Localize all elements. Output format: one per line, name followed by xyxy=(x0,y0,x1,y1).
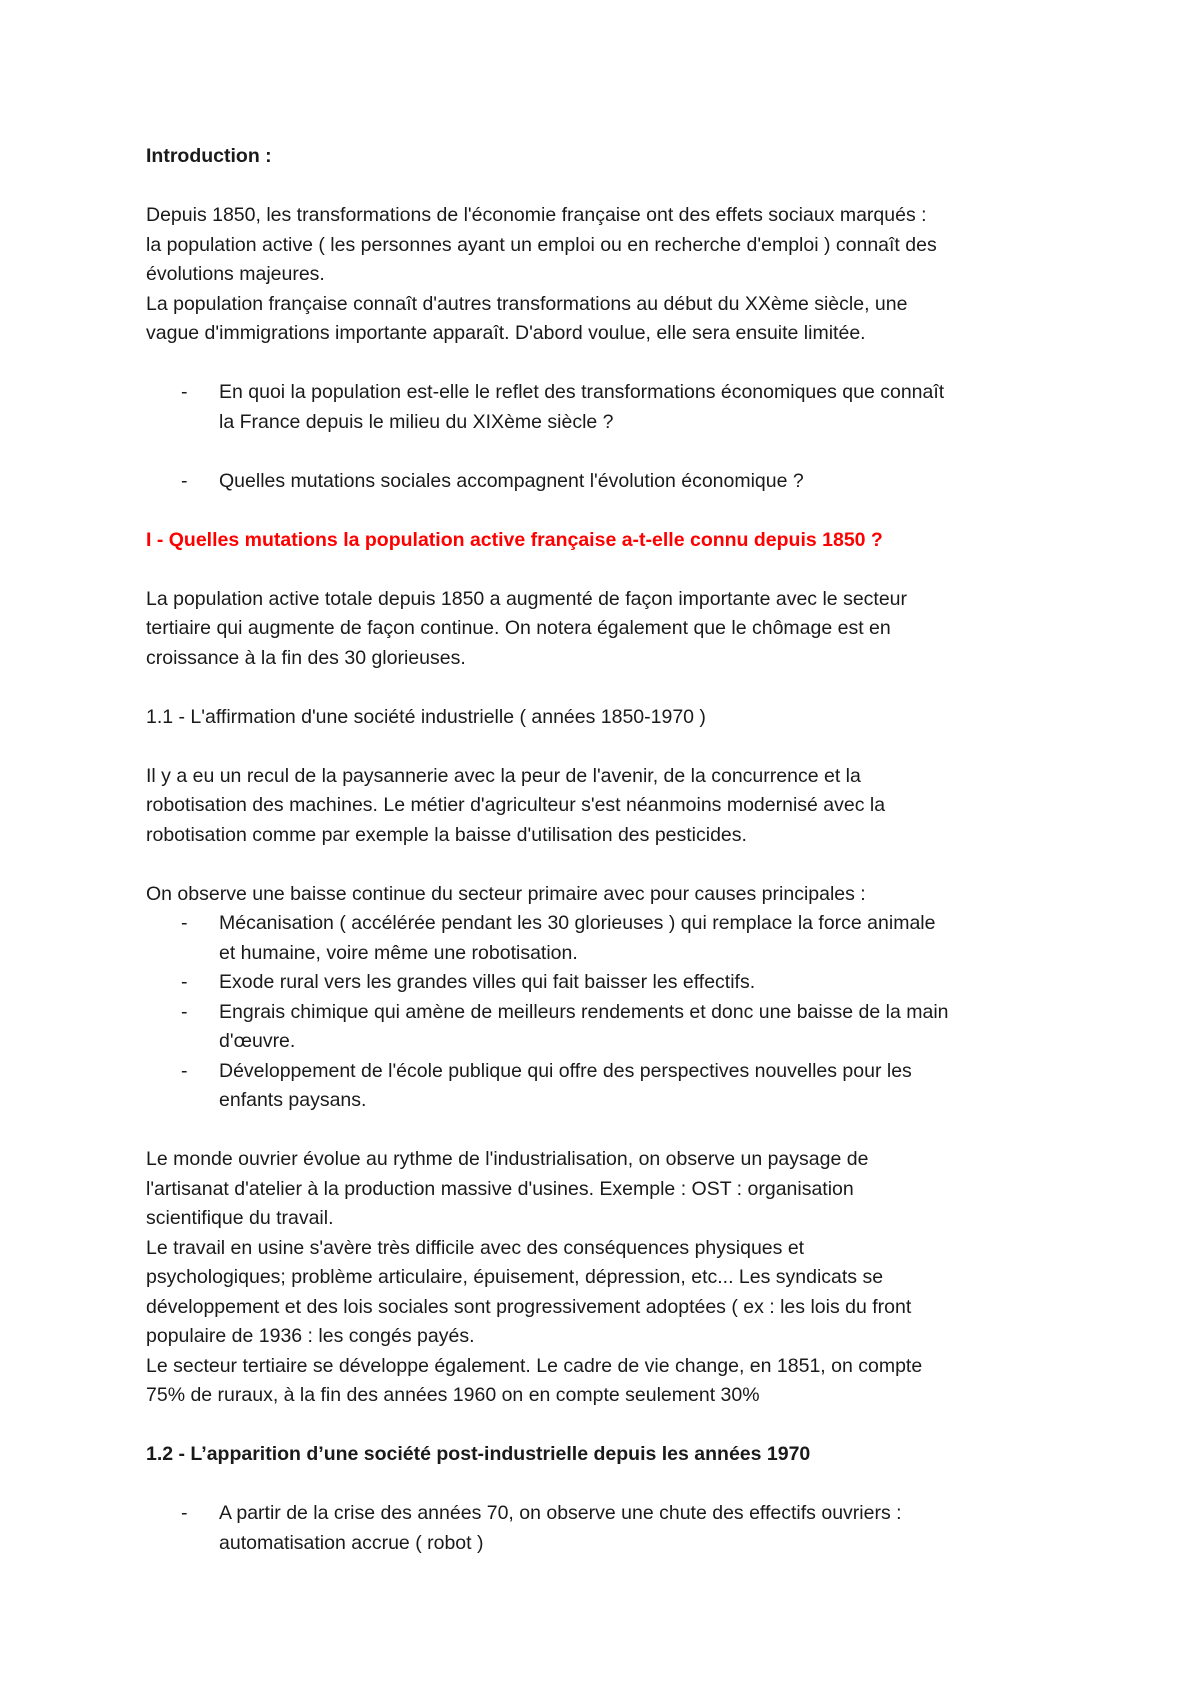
subsection-1-2-heading: 1.2 - L’apparition d’une société post-industrielle depuis les années 1970 xyxy=(146,1443,811,1465)
section-1-paragraph-4 xyxy=(146,1145,1076,1234)
text-line: d'œuvre. xyxy=(219,1030,296,1052)
section-1-paragraph-5 xyxy=(146,1234,1076,1352)
text-line: Quelles mutations sociales accompagnent l'évolution économique ? xyxy=(219,469,804,492)
list-item xyxy=(146,1499,1076,1558)
dash-bullet: - xyxy=(181,912,188,934)
text-line: Le secteur tertiaire se développe également. Le cadre de vie change, en 1851, on compte xyxy=(146,1354,923,1377)
text-line: La population active totale depuis 1850 a augmenté de façon importante avec le secteur xyxy=(146,587,908,610)
text-line: Le travail en usine s'avère très difficile avec des conséquences physiques et xyxy=(146,1236,805,1259)
dash-bullet: - xyxy=(181,381,188,403)
intro-heading: Introduction : xyxy=(146,145,272,167)
list-item xyxy=(146,1057,1076,1116)
text-line: populaire de 1936 : les congés payés. xyxy=(146,1325,475,1347)
section-1-paragraph-1 xyxy=(146,585,1076,674)
document-body xyxy=(146,142,1076,1558)
text-line: vague d'immigrations importante apparaît. D'abord voulue, elle sera ensuite limitée. xyxy=(146,322,866,344)
list-item xyxy=(146,909,1076,968)
text-line: La population française connaît d'autres transformations au début du XXème siècle, une xyxy=(146,292,908,315)
causes-intro: On observe une baisse continue du secteur primaire avec pour causes principales : xyxy=(146,882,866,905)
text-line: enfants paysans. xyxy=(219,1089,367,1111)
intro-question-list-2 xyxy=(146,467,1076,497)
text-line: Il y a eu un recul de la paysannerie avec la peur de l'avenir, de la concurrence et la xyxy=(146,764,861,787)
text-line: croissance à la fin des 30 glorieuses. xyxy=(146,646,466,669)
list-item xyxy=(146,467,1076,497)
text-line: la France depuis le milieu du XIXème siècle ? xyxy=(219,410,614,433)
text-line: développement et des lois sociales sont progressivement adoptées ( ex : les lois du front xyxy=(146,1295,912,1318)
text-line: Mécanisation ( accélérée pendant les 30 glorieuses ) qui remplace la force animale xyxy=(219,912,936,934)
text-line: Engrais chimique qui amène de meilleurs rendements et donc une baisse de la main xyxy=(219,1000,949,1023)
text-line: Développement de l'école publique qui offre des perspectives nouvelles pour les xyxy=(219,1059,912,1082)
text-line: la population active ( les personnes ayant un emploi ou en recherche d'emploi ) connaît des xyxy=(146,233,937,256)
intro-question-list xyxy=(146,378,1076,437)
text-line: l'artisanat d'atelier à la production massive d'usines. Exemple : OST : organisation xyxy=(146,1177,854,1200)
intro-paragraph-2 xyxy=(146,290,1076,349)
text-line: A partir de la crise des années 70, on observe une chute des effectifs ouvriers : xyxy=(219,1502,902,1524)
list-item xyxy=(146,968,1076,998)
text-line: Depuis 1850, les transformations de l'économie française ont des effets sociaux marqués : xyxy=(146,204,927,226)
section-1-paragraph-6 xyxy=(146,1352,1076,1411)
post-industrial-list xyxy=(146,1499,1076,1558)
text-line: Le monde ouvrier évolue au rythme de l'industrialisation, on observe un paysage de xyxy=(146,1148,869,1170)
text-line: tertiaire qui augmente de façon continue. On notera également que le chômage est en xyxy=(146,617,891,639)
section-1-paragraph-2 xyxy=(146,762,1076,851)
text-line: Exode rural vers les grandes villes qui fait baisser les effectifs. xyxy=(219,971,756,993)
subsection-1-1-heading: 1.1 - L'affirmation d'une société industrielle ( années 1850-1970 ) xyxy=(146,705,706,728)
intro-paragraph-1 xyxy=(146,201,1076,290)
text-line: robotisation des machines. Le métier d'agriculteur s'est néanmoins modernisé avec la xyxy=(146,794,886,816)
dash-bullet: - xyxy=(181,1000,188,1023)
dash-bullet: - xyxy=(181,971,188,993)
text-line: En quoi la population est-elle le reflet des transformations économiques que connaît xyxy=(219,381,945,403)
text-line: robotisation comme par exemple la baisse d'utilisation des pesticides. xyxy=(146,823,747,846)
text-line: psychologiques; problème articulaire, épuisement, dépression, etc... Les syndicats se xyxy=(146,1266,884,1288)
text-line: évolutions majeures. xyxy=(146,263,325,285)
list-item xyxy=(146,378,1076,437)
text-line: et humaine, voire même une robotisation. xyxy=(219,941,578,964)
text-line: automatisation accrue ( robot ) xyxy=(219,1531,484,1554)
dash-bullet: - xyxy=(181,469,188,492)
dash-bullet: - xyxy=(181,1059,188,1082)
dash-bullet: - xyxy=(181,1502,188,1524)
text-line: scientifique du travail. xyxy=(146,1207,334,1229)
list-item xyxy=(146,998,1076,1057)
text-line: 75% de ruraux, à la fin des années 1960 on en compte seulement 30% xyxy=(146,1384,760,1406)
causes-list xyxy=(146,909,1076,1116)
section-1-heading: I - Quelles mutations la population active française a-t-elle connu depuis 1850 ? xyxy=(146,528,883,551)
